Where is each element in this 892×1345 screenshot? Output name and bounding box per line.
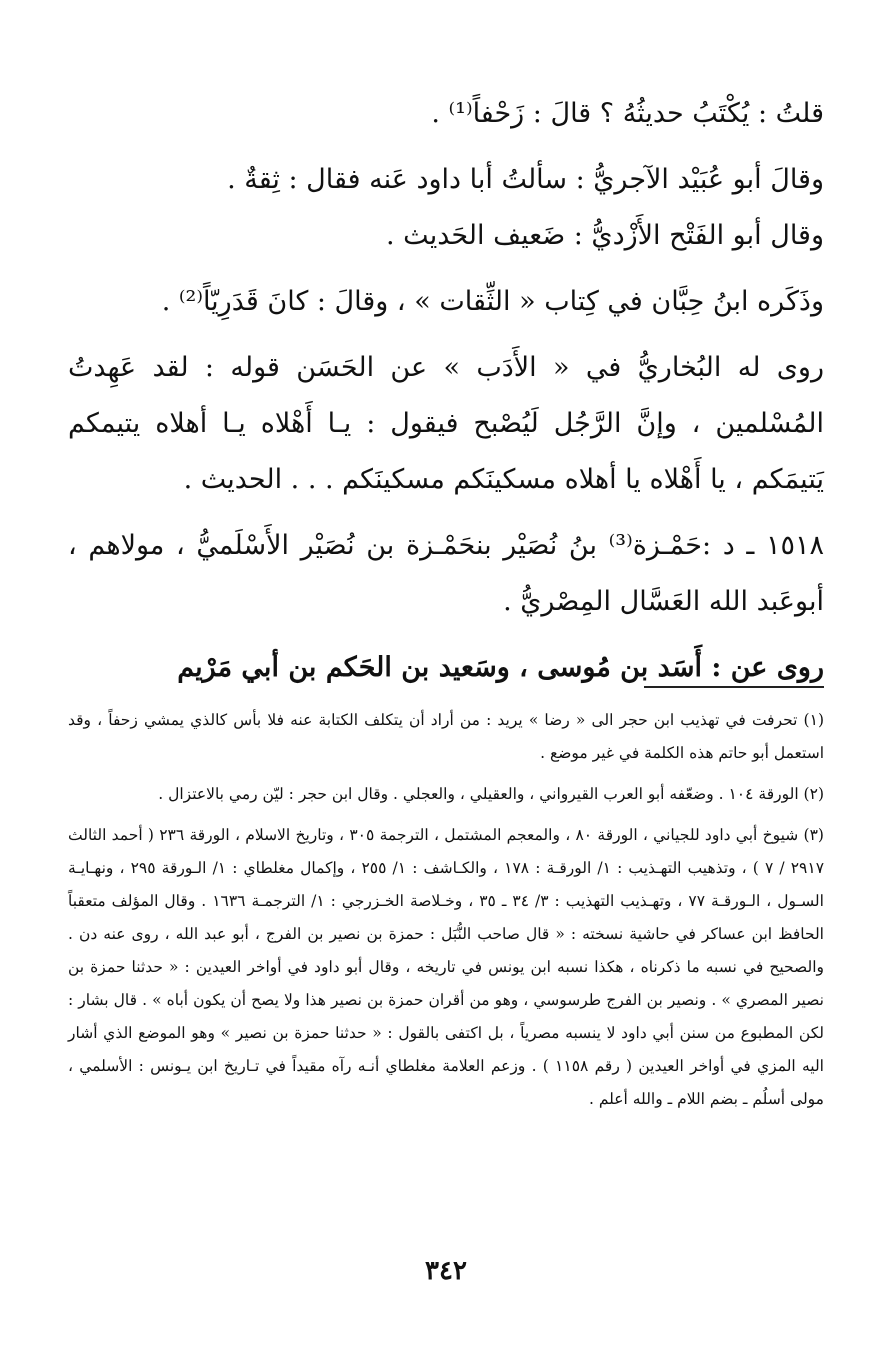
footnote-2: (٢) الورقة ١٠٤ . وضعّفه أبو العرب القيرواني ، والعقيلي ، والعجلي . وقال ابن حجر : ليّن رمي بالاعتزال . [158, 785, 824, 803]
page-number: ٣٤٢ [425, 1256, 467, 1286]
footnote-1: (١) تحرفت في تهذيب ابن حجر الى « رضا » يريد : من أراد أن يتكلف الكتابة عنه فلا بأس كالذي يمشي زحفاً ، وقد استعمل أبو حاتم هذه الكلمة في غير موضع . [68, 711, 824, 762]
footnotes [68, 704, 824, 1124]
entry-heading-1518: ١٥١٨ ـ د :حَمْـزة⁽³⁾ بنُ نُصَيْر بنحَمْـزة بن نُصَيْر الأَسْلَميُّ ، مولاهم ، أبوعَبد الله العَسَّال المِصْريُّ . [68, 530, 824, 617]
footnote-divider [644, 686, 824, 688]
main-line-4: وذَكَره ابنُ حِبَّان في كِتاب « الثِّقات » ، وقالَ : كانَ قَدَرِيّاً⁽²⁾ . [161, 286, 824, 317]
document-page [68, 86, 824, 1326]
narrated-from-line: روى عن : أَسَد بن مُوسى ، وسَعيد بن الحَكم بن أبي مَرْيم [177, 652, 824, 683]
footnote-3: (٣) شيوخ أبي داود للجياني ، الورقة ٨٠ ، والمعجم المشتمل ، الترجمة ٣٠٥ ، وتاريخ الاسلام ، الورقة ٢٣٦ ( أحمد الثالث ٢٩١٧ / ٧ ) ، وتذهيب التهـذيب : ١/ الورقـة : ١٧٨ ، والكـاشف : ١/ ٢٥٥ ، وإكمال مغلطاي : ١/ الـورقة ٢٩٥ ، ونهـايـة السـول ، الـورقـة ٧٧ ، وتهـذيب التهذيب : ٣/ ٣٤ ـ ٣٥ ، وخـلاصة الخـزرجي : ١/ الترجمـة ١٦٣٦ . وقال المؤلف متعقباً الحافظ ابن عساكر في حاشية نسخته : « قال صاحب النُّبَل : حمزة بن نصير بن الفرج ، أبو عبد الله ، روى عنه دن . والصحيح في نسبه ما ذكرناه ، هكذا نسبه ابن يونس في تاريخه ، وقال أبو داود في أواخر العيدين : « حدثنا حمزة بن نصير المصري » . ونصير بن الفرج طرسوسي ، وهو من أقران حمزة بن نصير هذا ولا يصح أن يكون أباه » . قال بشار : لكن المطبوع من سنن أبي داود لا ينسبه مصرياً ، بل اكتفى بالقول : « حدثنا حمزة بن نصير » وهو الموضع الذي أشار اليه المزي في أواخر العيدين ( رقم ١١٥٨ ) . وزعم العلامة مغلطاي أنـه رآه مقيداً في تـاريخ ابن يـونس : الأسلمي ، مولى أسلُم ـ بضم اللام ـ والله أعلم . [68, 826, 825, 1108]
main-line-1: قلتُ : يُكْتَبُ حديثُهُ ؟ قالَ : زَحْفاً⁽¹⁾ . [431, 98, 824, 129]
main-paragraph-adab: روى له البُخاريُّ في « الأَدَب » عن الحَسَن قوله : لقد عَهِدتُ المُسْلمين ، وإنَّ الرَّجُل لَيُصْبح فيقول : يـا أَهْلاه يـا أهلاه يتيمكم يَتيمَكم ، يا أَهْلاه يا أهلاه مسكينَكم مسكينَكم . . . الحديث . [68, 352, 824, 495]
main-line-2: وقالَ أبو عُبَيْد الآجريُّ : سألتُ أبا داود عَنه فقال : ثِقةٌ . [227, 164, 824, 195]
main-text [68, 86, 824, 696]
main-line-3: وقال أبو الفَتْح الأَزْديُّ : ضَعيف الحَديث . [386, 220, 824, 251]
